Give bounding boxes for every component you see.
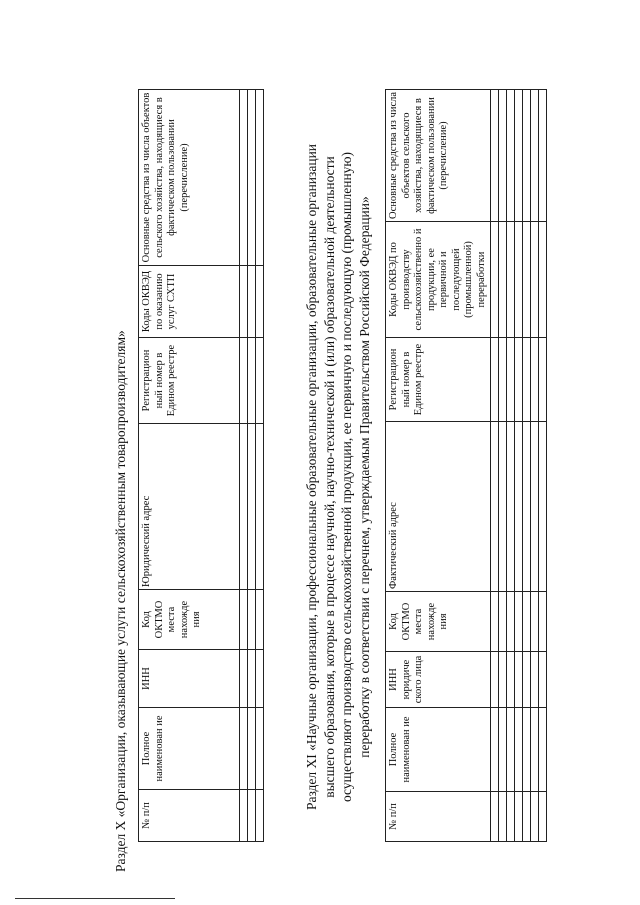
table-row (531, 90, 539, 842)
header-cell-number: № п/п (139, 790, 240, 842)
footnote-rule (15, 898, 175, 899)
table-row (491, 90, 499, 842)
header-cell-okved-codes: Коды ОКВЭД по производству сельскохозяйственно й продукции, ее первичной и последующей (промышленной) переработки (386, 222, 491, 338)
header-cell-oktmo: Код ОКТМО места нахожде ния (386, 592, 491, 652)
header-cell-fixed-assets: Основные средства из числа объектов сельского хозяйства, находящиеся в фактическом пользовании (перечисление) (386, 90, 491, 222)
section-xi-title (303, 82, 373, 872)
header-cell-registry-number: Регистрацион ный номер в Едином реестре (386, 338, 491, 422)
table-row (499, 90, 507, 842)
table-row (256, 90, 264, 842)
table-row (539, 90, 547, 842)
header-cell-full-name: Полное наименован ие (139, 708, 240, 790)
header-cell-legal-address: Юридический адрес (139, 424, 240, 590)
section-xi-title-line: Раздел XI «Научные организации, профессиональные образовательные организации, образовательные организации (304, 143, 319, 811)
table-row (507, 90, 515, 842)
header-cell-fixed-assets: Основные средства из числа объектов сельского хозяйства, находящиеся в фактическом пользовании (перечисление) (139, 90, 240, 266)
section-x-title: Раздел X «Организации, оказывающие услуги сельскохозяйственным товаропроизводителям» (113, 330, 128, 872)
header-cell-inn: ИНН (139, 650, 240, 708)
section-xi-table (385, 89, 547, 842)
section-x-header-row (139, 90, 240, 842)
header-cell-actual-address: Фактический адрес (386, 422, 491, 592)
table-row (515, 90, 523, 842)
header-cell-full-name: Полное наименован ие (386, 708, 491, 792)
table-row (248, 90, 256, 842)
header-cell-number: № п/п (386, 792, 491, 842)
section-x-table (138, 89, 264, 842)
table-row (523, 90, 531, 842)
table-row (240, 90, 248, 842)
section-xi-title-line: осуществляют производство сельскохозяйственной продукции, ее первичную и последующую (промышленную) (339, 151, 354, 803)
section-xi-title-line: переработку в соответствии с перечнем, утверждаемым Правительством Российской Федерации» (356, 196, 372, 758)
header-cell-registry-number: Регистрацион ный номер в Едином реестре (139, 338, 240, 424)
header-cell-inn: ИНН юридиче ского лица (386, 652, 491, 708)
header-cell-okved-codes: Коды ОКВЭД по оказанию услуг СХТП (139, 266, 240, 338)
section-xi-title-line: высшего образования, которые в процессе научной, научно-технической и (или) образовательной деятельности (321, 156, 337, 798)
section-xi-header-row (386, 90, 491, 842)
header-cell-oktmo: Код ОКТМО места нахожде ния (139, 590, 240, 650)
